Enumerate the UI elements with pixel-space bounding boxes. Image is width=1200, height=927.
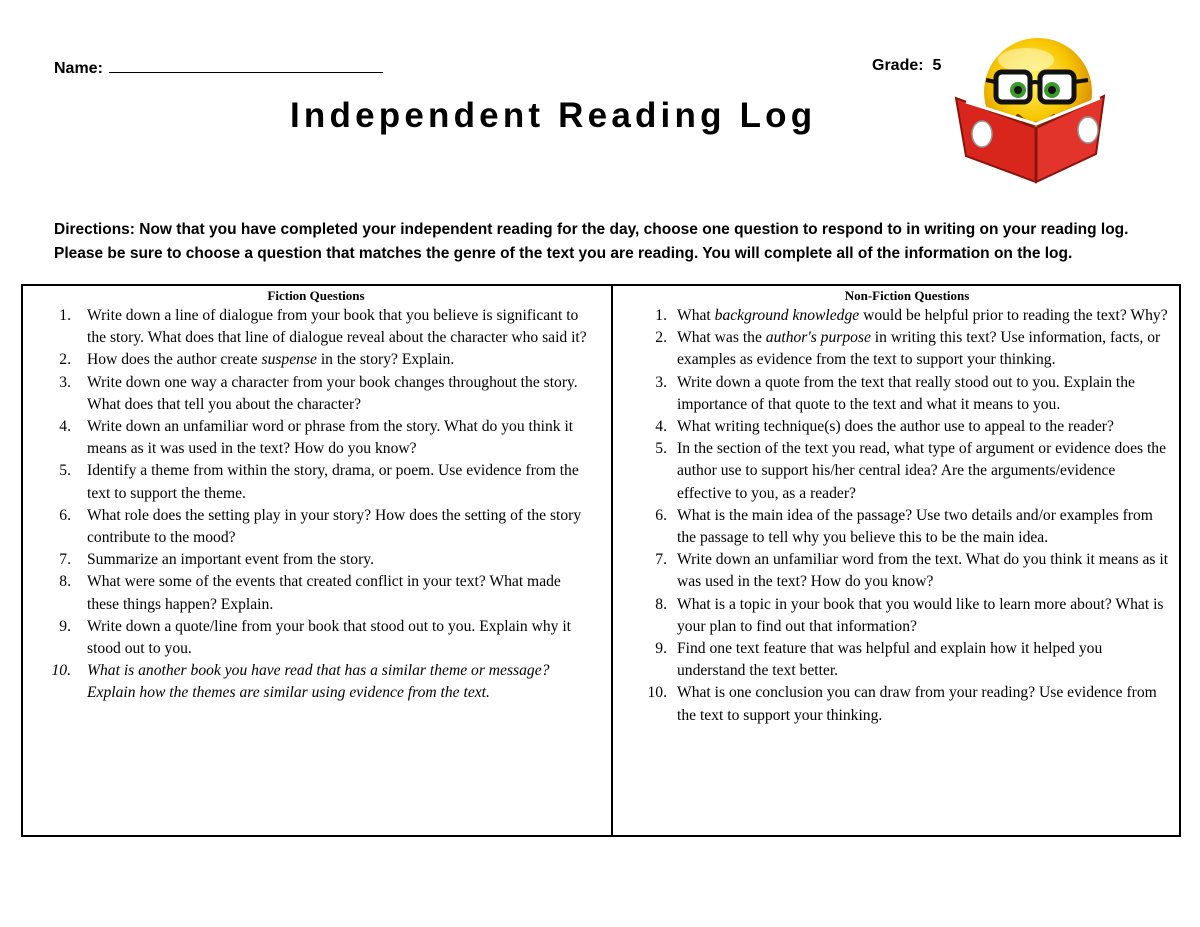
name-label: Name: (54, 60, 103, 77)
nonfiction-question: 1. What background knowledge would be helpful prior to reading the text? Why? (655, 307, 1168, 324)
nonfiction-question: 10. What is one conclusion you can draw from your reading? Use evidence from the text to support your thinking. (647, 684, 1157, 724)
page-title: Independent Reading Log (290, 96, 817, 135)
fiction-heading: Fiction Questions (267, 288, 365, 303)
directions-text: Directions: Now that you have completed your independent reading for the day, choose one question to respond to in writing on your reading log. Please be sure to choose a question that matches the genre of the text you are reading. You will complete all of the information on the log. (54, 221, 1129, 262)
nonfiction-question: 5. In the section of the text you read, what type of argument or evidence does the author use to support his/her central idea? Are the arguments/evidence effective to you, as a reader? (655, 440, 1167, 502)
nonfiction-question-list (643, 305, 1171, 727)
reading-emoji-icon (948, 36, 1108, 184)
fiction-question: 2. How does the author create suspense in the story? Explain. (59, 351, 455, 369)
nonfiction-question: 4. What writing technique(s) does the author use to appeal to the reader? (655, 418, 1114, 436)
fiction-column (23, 286, 613, 835)
nonfiction-question: 8. What is a topic in your book that you would like to learn more about? What is your plan to find out that information? (655, 595, 1164, 635)
nonfiction-question: 2. What was the author's purpose in writing this text? Use information, facts, or examples as evidence from the text to support your thinking. (655, 329, 1161, 369)
grade-value: 5 (932, 57, 942, 74)
fiction-question: 7. Summarize an important event from the story. (59, 551, 374, 569)
nonfiction-question: 9. Find one text feature that was helpful and explain how it helped you understand the text better. (655, 640, 1103, 680)
fiction-question-list (37, 305, 595, 705)
nonfiction-column (613, 286, 1179, 835)
fiction-question: 5. Identify a theme from within the story, drama, or poem. Use evidence from the text to support the theme. (59, 462, 579, 502)
fiction-question: 9. Write down a quote/line from your book that stood out to you. Explain why it stood out to you. (59, 617, 572, 658)
nonfiction-question: 7. Write down an unfamiliar word from the text. What do you think it means as it was used in the text? How do you know? (655, 551, 1169, 591)
nonfiction-heading: Non-Fiction Questions (844, 288, 970, 303)
name-blank[interactable] (109, 57, 383, 73)
fiction-question: 10. What is another book you have read that has a similar theme or message? Explain how the themes are similar using evidence from the text. (51, 662, 550, 702)
grade-field (872, 57, 941, 75)
fiction-question: 1. Write down a line of dialogue from your book that you believe is significant to the story. What does that line of dialogue reveal about the character who said it? (59, 307, 587, 347)
questions-table (21, 284, 1181, 837)
nonfiction-question: 3. Write down a quote from the text that really stood out to you. Explain the importance of that quote to the text and what it means to you. (655, 373, 1135, 413)
fiction-question: 3. Write down one way a character from your book changes throughout the story. What does that tell you about the character? (59, 373, 578, 413)
fiction-question: 4. Write down an unfamiliar word or phrase from the story. What do you think it means as it was used in the text? How do you know? (59, 418, 574, 458)
fiction-question: 6. What role does the setting play in your story? How does the setting of the story contribute to the mood? (59, 506, 582, 547)
fiction-question: 8. What were some of the events that created conflict in your text? What made these things happen? Explain. (59, 573, 561, 613)
grade-label: Grade: (872, 57, 924, 74)
nonfiction-question: 6. What is the main idea of the passage? Use two details and/or examples from the passage to tell why you believe this to be the main idea. (655, 506, 1153, 547)
name-field[interactable] (54, 57, 383, 78)
